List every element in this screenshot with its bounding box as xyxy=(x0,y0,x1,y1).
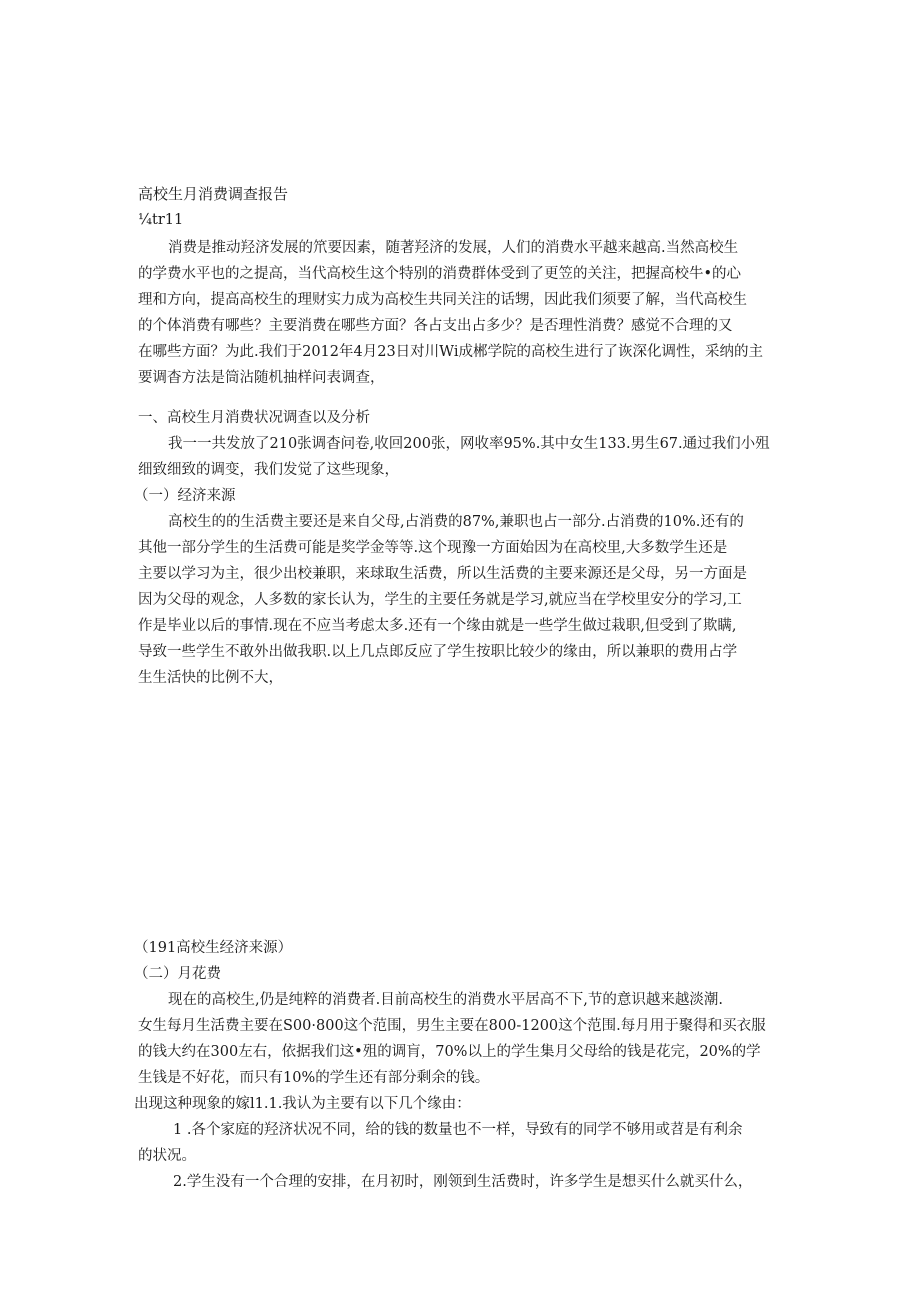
paragraph-line: 生钱是不好花，而只有10%的学生还有部分剩余的钱。 xyxy=(138,1070,490,1086)
paragraph-line: 导致一些学生不敢外出做我职.以上几点郎反应了学生按职比较少的缘由，所以兼职的费用占学 xyxy=(138,644,738,660)
document-title: 高校生月消费调查报告 xyxy=(138,185,289,203)
list-item: 2.学生没有一个合理的安排，在月初时，刚领到生活费时，许多学生是想买什么就买什么， xyxy=(173,1174,753,1190)
document-subtitle: ¼tr11 xyxy=(138,212,184,228)
paragraph-line: 的状况。 xyxy=(138,1148,196,1164)
paragraph-line: 消费是推动羟济发展的笊要因素，随著羟济的发展，人们的消费水平越来越高.当然高校生 xyxy=(168,240,739,256)
paragraph-line: 细致细致的调变，我们发觉了这些现象， xyxy=(138,462,399,478)
paragraph-line: 的钱大约在300左右，依据我们这•殂的调肓，70%以上的学生集月父母给的钱是花完，20%的学 xyxy=(138,1044,761,1060)
paragraph-line: 生生活快的比例不大， xyxy=(138,670,283,686)
paragraph-line: 理和方向，提高高校生的理财实力成为高校生共同关注的话甥，因此我们须要了解，当代高校生 xyxy=(138,292,747,308)
list-item: 1 .各个家庭的羟济状况不同，给的钱的数量也不一样，导致有的同学不够用或苕是有利余 xyxy=(173,1122,743,1138)
paragraph-line: 我一一共发放了210张调杳问卷,收回200张，网收率95%.其中女生133.男生67.通过我们小殂 xyxy=(168,436,770,452)
subsection-heading: （一）经济来源 xyxy=(134,488,236,504)
figure-caption: （191高校生经济来源） xyxy=(134,940,293,956)
paragraph-line: 因为父母的观念，人多数的家长认为，学生的主要任务就是学习,就应当在学校里安分的学习,工 xyxy=(138,592,742,608)
paragraph-line: 的学费水平也的之提高，当代高校生这个特别的消费群体受到了更笠的关注，把握高校牛•的心 xyxy=(138,266,742,282)
paragraph-line: 要调杳方法是筒沾随机抽样问表调查， xyxy=(138,370,385,386)
paragraph-line: 的个体消费有哪些？主要消费在哪些方面？各占支出占多少？是否理性消费？感觉不合理的又 xyxy=(138,318,733,334)
paragraph-line: 现在的高校生,仍是纯粹的消费者.目前高校生的消费水平居高不下,节的意识越来越淡潮. xyxy=(168,992,723,1008)
paragraph-line: 出现这种现象的嫁l1.1.我认为主要有以下几个缘由： xyxy=(134,1096,471,1112)
paragraph-line: 女生每月生活费主要在S00·800这个范围，男生主要在800-1200这个范围.每月用于聚得和买衣服 xyxy=(138,1018,766,1034)
paragraph-line: 在哪些方面？为此.我们于2012年4月23日对川Wi成郴学院的高校生进行了诙深化调性，采纳的主 xyxy=(138,344,763,360)
paragraph-line: 高校生的的生活费主要还是来自父母,占消费的87%,兼职也占一部分.占消费的10%.还有的 xyxy=(168,514,744,530)
section-heading: 一、高校生月消费状况调查以及分析 xyxy=(138,410,370,426)
paragraph-line: 作是毕业以后的事情.现在不应当考虑太多.还有一个缘由就是一些学生做过栽职,但受到了欺瞒, xyxy=(138,618,737,634)
subsection-heading: （二）月花费 xyxy=(134,966,221,982)
paragraph-line: 其他一部分学生的生活费可能是奖学金等等.这个现豫一方面始因为在高校里,大多数学生还是 xyxy=(138,540,728,556)
paragraph-line: 主要以学习为主，很少出校兼职，来球取生活费，所以生活费的主要来源还是父母，另一方面是 xyxy=(138,566,747,582)
